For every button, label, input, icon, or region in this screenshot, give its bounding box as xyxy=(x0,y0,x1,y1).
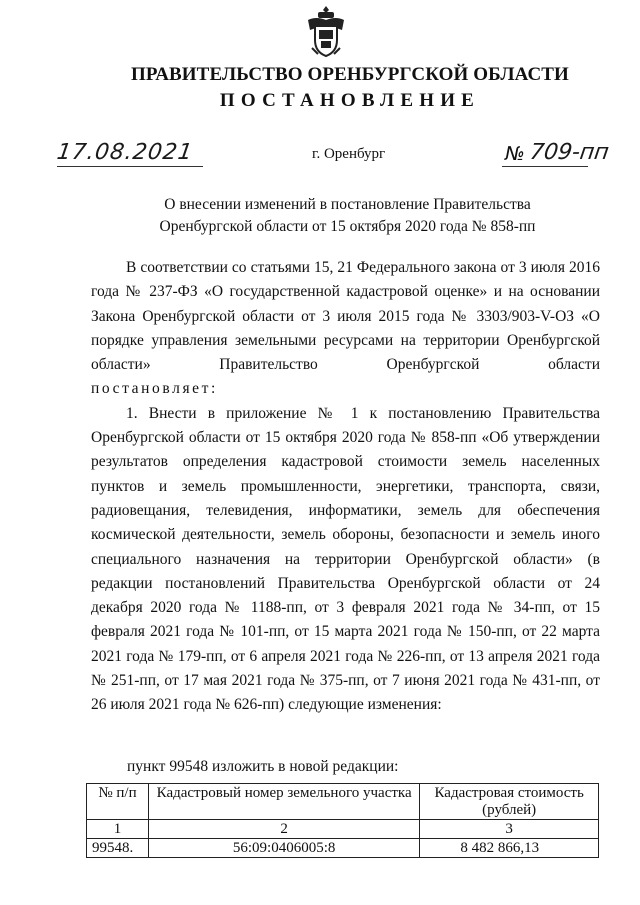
city-label: г. Оренбург xyxy=(312,146,386,162)
number-label: № xyxy=(505,143,525,165)
item-intro: пункт 99548 изложить в новой редакции: xyxy=(127,758,399,775)
table-index-row xyxy=(87,820,599,839)
table-header-row xyxy=(87,784,599,820)
header-cadastral-cost: Кадастровая стоимость (рублей) xyxy=(420,784,599,820)
document-subject xyxy=(100,194,595,238)
index-cell: 2 xyxy=(148,820,419,839)
subject-line-1: О внесении изменений в постановление Правительства xyxy=(164,196,531,213)
table-row xyxy=(87,839,599,858)
header-cadastral-number: Кадастровый номер земельного участка xyxy=(148,784,419,820)
row-cost-cell: 8 482 866,13 xyxy=(420,839,599,858)
row-cadastral-number-cell: 56:09:0406005:8 xyxy=(148,839,419,858)
resolves-word: постановляет: xyxy=(91,380,218,398)
document-number: 709-пп xyxy=(528,140,611,165)
date-underline xyxy=(57,166,203,167)
organization-title: ПРАВИТЕЛЬСТВО ОРЕНБУРГСКОЙ ОБЛАСТИ xyxy=(131,64,569,85)
document-date: 17.08.2021 xyxy=(55,140,195,165)
number-underline xyxy=(502,166,588,167)
coat-of-arms-emblem xyxy=(304,4,348,60)
document-body xyxy=(91,256,600,718)
index-cell: 1 xyxy=(87,820,149,839)
preamble-paragraph: В соответствии со статьями 15, 21 Федерального закона от 3 июля 2016 года № 237-ФЗ «О государственной кадастровой оценке» и на основании Закона Оренбургской области от 3 июля 2015 года № 3303/903-V-ОЗ «О порядке управления земельными ресурсами на территории Оренбургской области» Правительство Оренбургской области xyxy=(91,259,600,374)
index-cell: 3 xyxy=(420,820,599,839)
row-number-cell: 99548. xyxy=(87,839,149,858)
subject-line-2: Оренбургской области от 15 октября 2020 года № 858-пп xyxy=(159,218,536,235)
cadastral-table xyxy=(86,783,599,858)
header-number: № п/п xyxy=(87,784,149,820)
resolves-line xyxy=(91,377,600,401)
clause-1-paragraph: 1. Внести в приложение № 1 к постановлению Правительства Оренбургской области от 15 октября 2020 года № 858-пп «Об утверждении результатов определения кадастровой стоимости земель населенных пунктов и земель промышленности, энергетики, транспорта, связи, радиовещания, телевидения, информатики, земель для обеспечения космической деятельности, земель обороны, безопасности и земель иного специального назначения на территории Оренбургской области» (в редакции постановлений Правительства Оренбургской области от 24 декабря 2020 года № 1188-пп, от 3 февраля 2021 года № 34-пп, от 15 февраля 2021 года № 101-пп, от 15 марта 2021 года № 150-пп, от 22 марта 2021 года № 179-пп, от 6 апреля 2021 года № 226-пп, от 13 апреля 2021 года № 251-пп, от 17 мая 2021 года № 375-пп, от 7 июня 2021 года № 431-пп, от 26 июля 2021 года № 626-пп) следующие изменения: xyxy=(91,404,600,714)
document-type-title: ПОСТАНОВЛЕНИЕ xyxy=(219,90,481,111)
